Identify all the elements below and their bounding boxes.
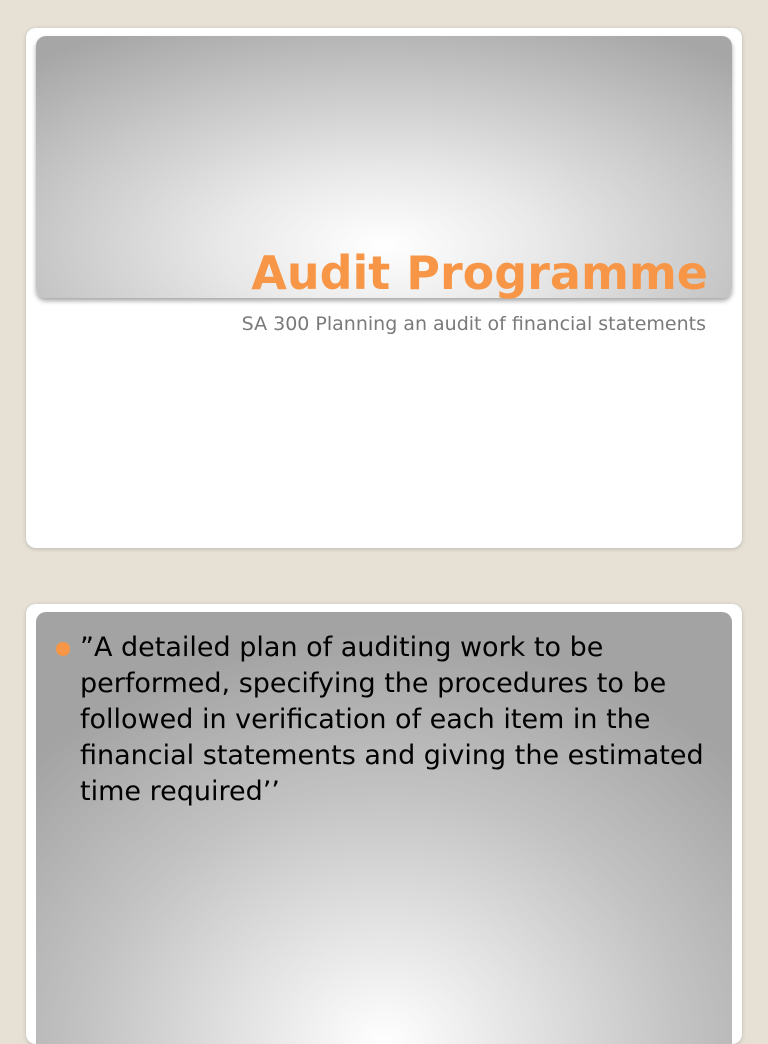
slide-1[interactable] — [26, 28, 742, 548]
bullet-text: ”A detailed plan of auditing work to be performed, specifying the procedures to be followed in verification of each item in the financial statements and giving the estimated time required’’ — [80, 632, 704, 807]
bullet-item — [56, 630, 716, 810]
content-panel — [36, 612, 732, 1044]
slide-subtitle: SA 300 Planning an audit of financial statements — [241, 313, 706, 335]
bullet-dot-icon — [56, 642, 70, 656]
slide-2[interactable] — [26, 604, 742, 1044]
bullet-list — [56, 630, 716, 810]
slide-title: Audit Programme — [251, 246, 708, 300]
